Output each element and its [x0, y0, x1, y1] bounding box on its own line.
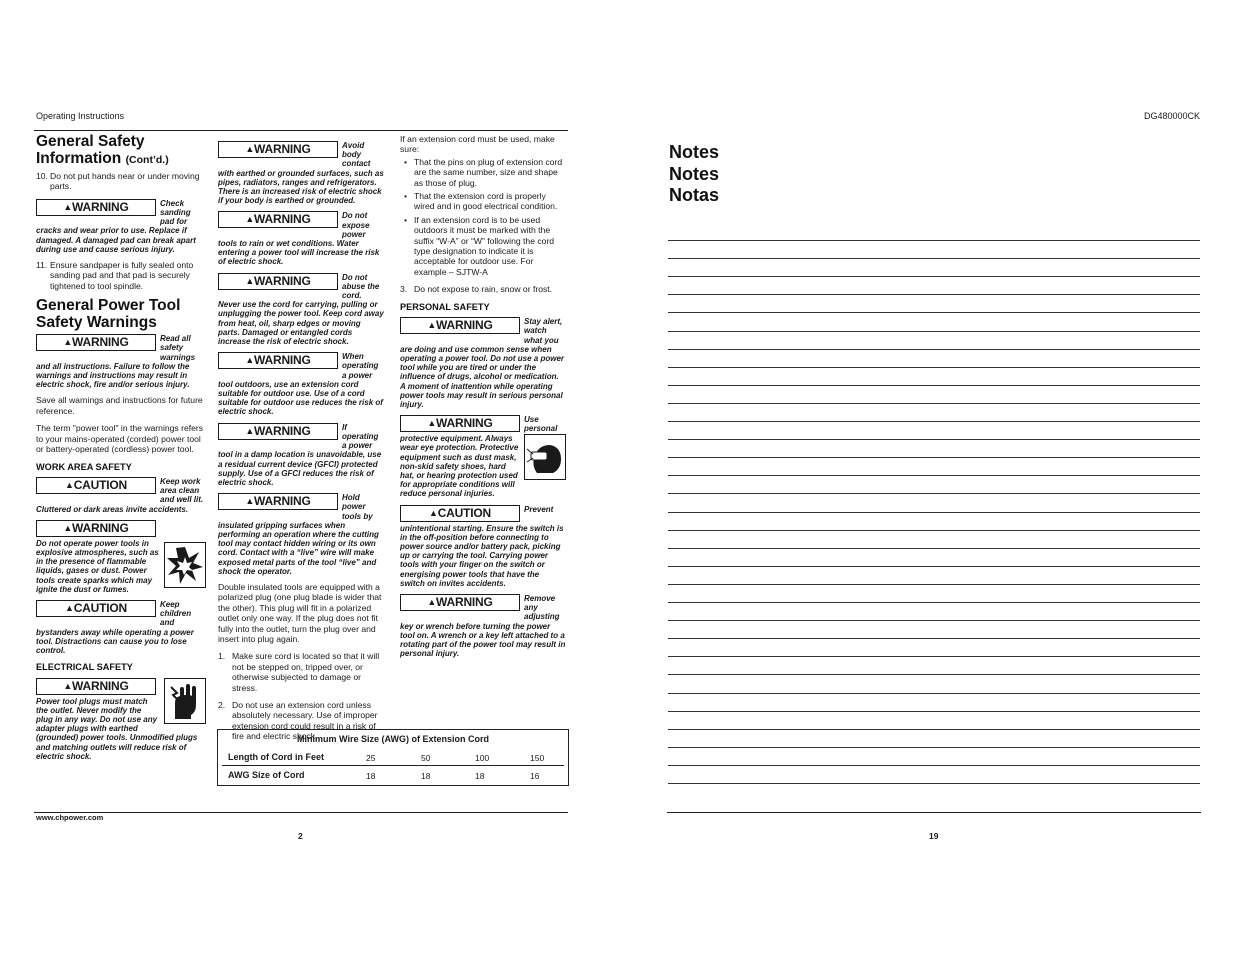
note-line	[668, 312, 1200, 313]
table-cell: 100	[475, 753, 490, 763]
extension-cord-table	[217, 729, 569, 786]
list-item: 1. Make sure cord is located so that it will not be stepped on, tripped over, or otherwise subjected to damage or stress.	[218, 651, 380, 693]
explosion-icon	[164, 542, 206, 588]
caution-label: ▲CAUTION	[36, 477, 156, 494]
note-line	[668, 475, 1200, 476]
footer-url: www.chpower.com	[36, 813, 104, 822]
note-line	[668, 349, 1200, 350]
notes-title	[669, 142, 719, 207]
notes-title-fr: Notes	[669, 163, 720, 184]
subheading-work-area: WORK AREA SAFETY	[36, 461, 132, 472]
header-rule-left	[34, 130, 568, 131]
warning-block: ▲WARNING Do not abuse the cord. Never use the cord for carrying, pulling or unplugging the power tool. Keep cord away from heat, oil, sharp edges or moving parts. Damaged or entangled cords increase the risk of electric shock.	[218, 272, 384, 347]
note-line	[668, 385, 1200, 386]
header-left: Operating Instructions	[36, 111, 125, 121]
section-title-power-tool: General Power Tool Safety Warnings	[36, 297, 181, 331]
warning-label: ▲WARNING	[218, 493, 338, 510]
note-line	[668, 620, 1200, 621]
table-cell: 150	[530, 753, 545, 763]
note-line	[668, 530, 1200, 531]
note-line	[668, 566, 1200, 567]
table-cell: 18	[366, 771, 376, 781]
warning-triangle-icon: ▲	[63, 201, 73, 212]
column-1	[36, 134, 206, 767]
row-label: AWG Size of Cord	[228, 770, 305, 780]
paragraph: The term "power tool" in the warnings refers to your mains-operated (corded) power tool or battery-operated (cordless) power tool.	[36, 423, 204, 455]
warning-triangle-icon: ▲	[245, 144, 255, 154]
paragraph: Double insulated tools are equipped with a polarized plug (one plug blade is wider that the other). This plug will fit in a polarized outlet only one way. If the plug does not fit fully into the outlet, turn the plug over and insert into plug again.	[218, 581, 382, 644]
note-line	[668, 602, 1200, 603]
warning-triangle-icon: ▲	[245, 425, 255, 436]
warning-label: ▲WARNING	[218, 211, 338, 228]
table-cell: 50	[421, 753, 431, 763]
note-line	[668, 421, 1200, 422]
warning-triangle-icon: ▲	[65, 602, 74, 613]
warning-triangle-icon: ▲	[427, 418, 437, 429]
table-caption: Minimum Wire Size (AWG) of Extension Cord	[297, 734, 489, 744]
page-number-left: 2	[298, 831, 303, 841]
warning-label: ▲WARNING	[218, 141, 338, 158]
list-item: 10. Do not put hands near or under moving parts.	[36, 171, 200, 192]
footer-rule-right	[667, 812, 1201, 813]
warning-block: ▲WARNING Do not expose power tools to rain or wet conditions. Water entering a power tool will increase the risk of electric shock.	[218, 211, 380, 267]
warning-block: ▲WARNING Do not operate power tools in explosive atmospheres, such as in the presence of flammable liquids, gases or dust. Power tools create sparks which may ignite the dust or fumes.	[36, 520, 206, 594]
warning-label: ▲WARNING	[36, 199, 156, 216]
paragraph: If an extension cord must be used, make sure:	[400, 134, 555, 155]
warning-block: ▲WARNING If operating a power tool in a damp location is unavoidable, use a residual current device (GFCI) protected supply. Use of a GFCI reduces the risk of electric shock.	[218, 422, 382, 487]
table-cell: 18	[475, 771, 485, 781]
bullet-item: • If an extension cord is to be used outdoors it must be marked with the suffix “W-A” or “W” following the cord type designation to indicate it is acceptable for outdoor use. For example – SJTW-A	[404, 215, 566, 277]
section-title-general-safety: General Safety Information (Cont’d.)	[36, 133, 169, 167]
table-cell: 18	[421, 771, 431, 781]
warning-triangle-icon: ▲	[245, 275, 255, 286]
caution-label: ▲CAUTION	[36, 600, 156, 617]
warning-block: ▲WARNING Check sanding pad for cracks and wear prior to use. Replace if damaged. A damaged pad can break apart during use and cause serious injury.	[36, 198, 196, 254]
note-line	[668, 457, 1200, 458]
note-line	[668, 367, 1200, 368]
caution-label: ▲CAUTION	[400, 505, 520, 522]
warning-triangle-icon: ▲	[429, 507, 438, 518]
warning-block: ▲WARNING Read all safety warnings and all instructions. Failure to follow the warnings and instructions may result in electric shock, fire and/or serious injury.	[36, 334, 196, 390]
note-line	[668, 656, 1200, 657]
eye-protection-icon	[524, 434, 566, 480]
caution-block: ▲CAUTION Keep children and bystanders away while operating a power tool. Distractions can cause you to lose control.	[36, 599, 194, 655]
note-line	[668, 693, 1200, 694]
warning-block: ▲WARNING Power tool plugs must match the outlet. Never modify the plug in any way. Do not use any adapter plugs with earthed (grounded) power tools. Unmodified plugs and matching outlets will reduce risk of electric shock.	[36, 678, 206, 761]
warning-block: ▲WARNING Hold power tools by insulated gripping surfaces when performing an operation where the cutting tool may contact hidden wiring or its own cord. Contact with a “live” wire will make exposed metal parts of the tool “live” and shock the operator.	[218, 493, 379, 576]
notes-title-es: Notas	[669, 185, 720, 205]
paragraph: Save all warnings and instructions for future reference.	[36, 395, 203, 416]
note-line	[668, 276, 1200, 277]
column-3	[400, 134, 566, 664]
warning-label: ▲WARNING	[36, 520, 156, 537]
note-line	[668, 765, 1200, 766]
caution-block: ▲CAUTION Prevent unintentional starting. Ensure the switch is in the off-position before connecting to power source and/or battery pack, picking up or carrying the tool. Carrying power tools with your finger on the switch or energising power tools that have the switch on invites accidents.	[400, 504, 564, 588]
warning-block: ▲WARNING Remove any adjusting key or wrench before turning the power tool on. A wrench or a key left attached to a rotating part of the power tool may result in personal injury.	[400, 593, 566, 659]
warning-label: ▲WARNING	[218, 352, 338, 369]
electric-shock-icon	[164, 678, 206, 724]
subheading-personal-safety: PERSONAL SAFETY	[400, 301, 490, 312]
note-line	[668, 240, 1200, 241]
list-item: 2. Do not use an extension cord unless absolutely necessary. Use of improper extension cord could result in a risk of fire and electric shock.	[218, 700, 378, 742]
footer-rule-left	[34, 812, 568, 813]
note-line	[668, 493, 1200, 494]
note-line	[668, 711, 1200, 712]
page-number-right: 19	[929, 831, 939, 841]
note-line	[668, 674, 1200, 675]
table-cell: 16	[530, 771, 540, 781]
warning-triangle-icon: ▲	[245, 214, 255, 225]
table-cell: 25	[366, 753, 376, 763]
note-line	[668, 439, 1200, 440]
note-line	[668, 331, 1200, 332]
note-line	[668, 584, 1200, 585]
warning-label: ▲WARNING	[36, 334, 156, 351]
notes-title-en: Notes	[669, 142, 720, 162]
note-line	[668, 783, 1200, 784]
warning-block: ▲WARNING Avoid body contact with earthed or grounded surfaces, such as pipes, radiators, ranges and refrigerators. There is an increased risk of electric shock if your body is earthed or grounded.	[218, 141, 384, 206]
note-line	[668, 403, 1200, 404]
caution-block: ▲CAUTION Keep work area clean and well lit. Cluttered or dark areas invite accidents.	[36, 476, 204, 514]
warning-label: ▲WARNING	[218, 423, 338, 440]
warning-triangle-icon: ▲	[65, 479, 74, 490]
warning-triangle-icon: ▲	[245, 496, 255, 507]
warning-triangle-icon: ▲	[63, 522, 73, 533]
warning-label: ▲WARNING	[400, 415, 520, 432]
warning-triangle-icon: ▲	[63, 337, 73, 348]
warning-label: ▲WARNING	[400, 317, 520, 334]
bullet-item: • That the pins on plug of extension cord are the same number, size and shape as those of plug.	[404, 157, 566, 188]
warning-triangle-icon: ▲	[427, 596, 437, 607]
note-line	[668, 548, 1200, 549]
note-line	[668, 747, 1200, 748]
warning-label: ▲WARNING	[218, 273, 338, 290]
note-line	[668, 729, 1200, 730]
subheading-electrical: ELECTRICAL SAFETY	[36, 662, 133, 673]
note-line	[668, 294, 1200, 295]
note-line	[668, 258, 1200, 259]
bullet-item: • That the extension cord is properly wired and in good electrical condition.	[404, 191, 566, 212]
warning-block: ▲WARNING Use personal protective equipment. Always wear eye protection. Protective equipment such as dust mask, non-skid safety shoes, hard hat, or hearing protection used for appropriate conditions will reduce personal injuries.	[400, 415, 566, 498]
list-item: 3. Do not expose to rain, snow or frost.	[400, 284, 553, 295]
table-divider	[222, 765, 564, 766]
note-line	[668, 512, 1200, 513]
warning-triangle-icon: ▲	[63, 680, 73, 691]
column-2	[218, 138, 384, 749]
list-item: 11. Ensure sandpaper is fully sealed onto sanding pad and that pad is securely tightened to tool spindle.	[36, 260, 194, 291]
warning-triangle-icon: ▲	[245, 355, 255, 366]
note-line	[668, 638, 1200, 639]
warning-label: ▲WARNING	[400, 594, 520, 611]
warning-block: ▲WARNING Stay alert, watch what you are doing and use common sense when operating a power tool. Do not use a power tool while you are tired or under the influence of drugs, alcohol or medication. A moment of inattention while operating power tools may result in serious personal injury.	[400, 317, 565, 409]
row-label: Length of Cord in Feet	[228, 752, 324, 762]
warning-block: ▲WARNING When operating a power tool outdoors, use an extension cord suitable for outdoor use. Use of a cord suitable for outdoor use reduces the risk of electric shock.	[218, 352, 383, 417]
warning-triangle-icon: ▲	[427, 320, 437, 331]
header-right: DG480000CK	[1143, 111, 1200, 121]
warning-label: ▲WARNING	[36, 678, 156, 695]
